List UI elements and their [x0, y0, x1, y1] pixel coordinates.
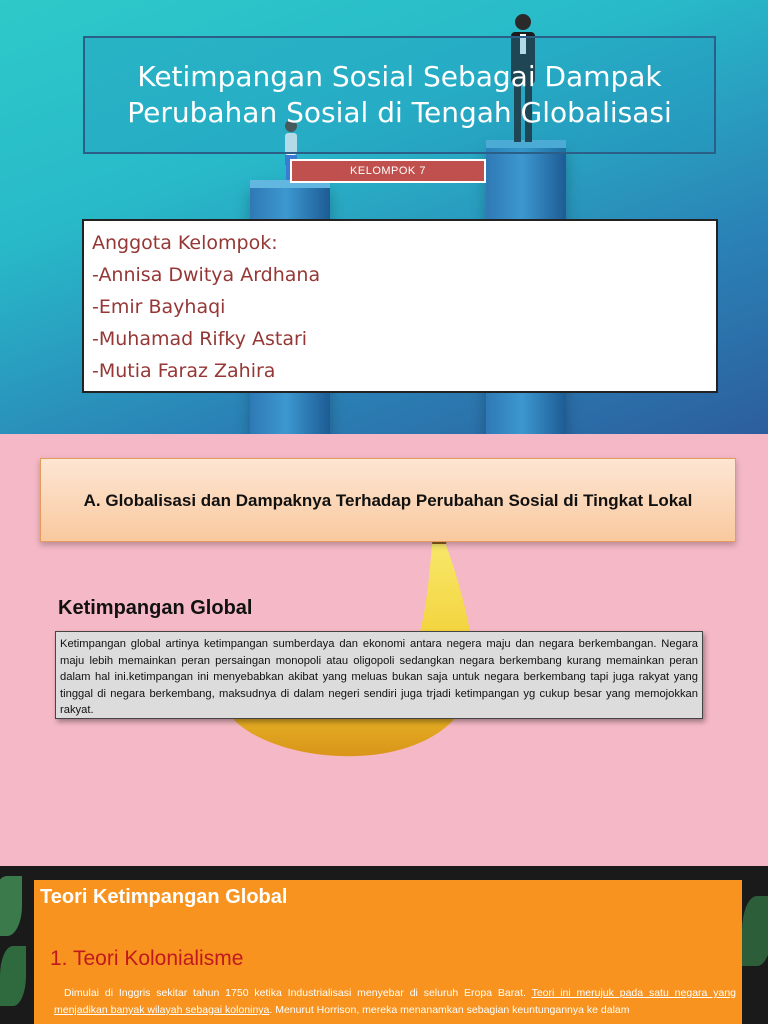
theory-text-part1: Dimulai di Inggris sekitar tahun 1750 ketika Industrialisasi menyebar di seluruh Eropa Barat. — [64, 987, 532, 999]
members-box — [82, 219, 718, 393]
theory-text-underlined: Teori ini merujuk pada satu negara yang menjadikan banyak wilayah sebagai koloninya — [54, 987, 736, 1016]
theory-heading: 1. Teori Kolonialisme — [50, 947, 244, 970]
section-title-box: A. Globalisasi dan Dampaknya Terhadap Perubahan Sosial di Tingkat Lokal — [40, 458, 736, 542]
slide-globalisasi — [0, 434, 768, 866]
group-label: KELOMPOK 7 — [290, 159, 486, 183]
slide-teori — [0, 866, 768, 1024]
member-item: -Emir Bayhaqi — [92, 296, 226, 318]
theory-box-title: Teori Ketimpangan Global — [40, 886, 288, 908]
presentation-title — [127, 59, 672, 131]
subtitle: Ketimpangan Global — [58, 597, 253, 619]
slide-title — [0, 0, 768, 434]
member-item: -Mutia Faraz Zahira — [92, 360, 276, 382]
leaf-decoration — [0, 876, 22, 936]
members-heading: Anggota Kelompok: — [92, 232, 278, 254]
member-item: -Annisa Dwitya Ardhana — [92, 264, 321, 286]
paragraph-box: Ketimpangan global artinya ketimpangan sumberdaya dan ekonomi antara negera maju dan negara berkembangan. Negara maju lebih memainkan peran persaingan monopoli atau oligopoli sedangkan negara berkembang kurang memainkan peran dalam hal ini.ketimpangan ini menyebabkan akibat yang meluas bukan saja untuk negara berkembang tapi juga rakyat yang tinggal di negara berkembang, maksudnya di dalam negeri sendiri juga trjadi ketimpangan yg cukup besar yang memojokkan rakyat. — [55, 631, 703, 719]
member-item: -Muhamad Rifky Astari — [92, 328, 308, 350]
title-line-2: Perubahan Sosial di Tengah Globalisasi — [127, 96, 672, 129]
title-box — [83, 36, 716, 154]
theory-box — [34, 880, 742, 1024]
title-line-1: Ketimpangan Sosial Sebagai Dampak — [137, 60, 662, 93]
leaf-decoration — [0, 946, 26, 1006]
theory-text-part3: . Menurut Horrison, mereka menanamkan sebagian keuntungannya ke dalam — [269, 1004, 630, 1016]
leaf-decoration — [742, 896, 768, 966]
theory-text — [54, 985, 736, 1019]
